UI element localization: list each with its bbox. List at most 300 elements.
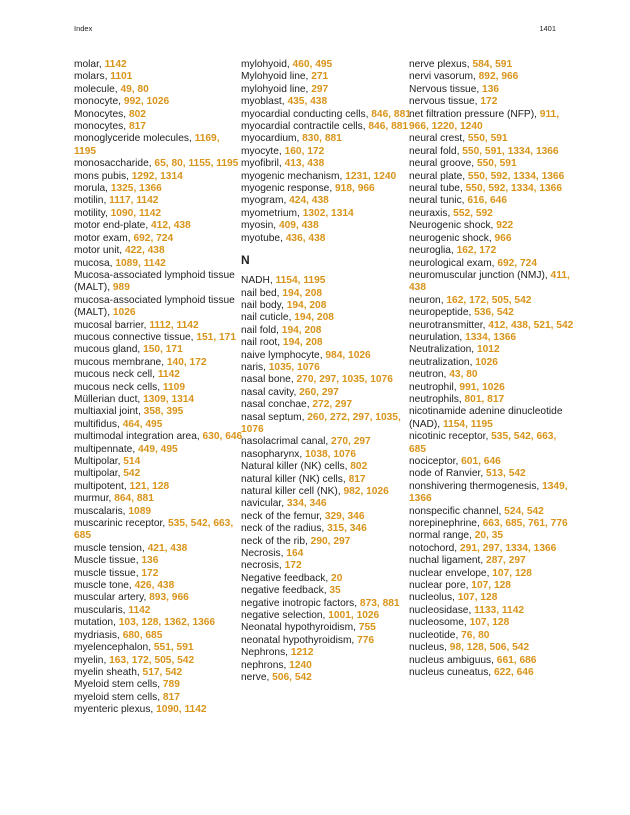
- page-reference-link[interactable]: 881: [324, 133, 342, 145]
- page-reference-link[interactable]: 412: [488, 319, 506, 331]
- page-reference-link[interactable]: 1334: [510, 183, 534, 195]
- page-reference-link[interactable]: 20: [331, 572, 343, 584]
- page-reference-link[interactable]: 35: [491, 530, 504, 542]
- page-reference-link[interactable]: 685: [74, 530, 91, 542]
- page-reference-link[interactable]: 315: [327, 523, 345, 535]
- page-reference-link[interactable]: 592: [475, 207, 493, 219]
- page-reference-link[interactable]: 128: [492, 617, 510, 629]
- page-reference-link[interactable]: 172: [189, 356, 207, 368]
- page-reference-link[interactable]: 80: [466, 369, 478, 381]
- page-reference-link[interactable]: 1240: [460, 121, 483, 133]
- page-reference-link[interactable]: 1309: [143, 393, 166, 405]
- page-reference-link[interactable]: 1142: [128, 604, 151, 616]
- page-reference-separator: ,: [207, 518, 214, 530]
- page-reference-link[interactable]: 686: [519, 654, 537, 666]
- page-reference-link[interactable]: 438: [307, 158, 325, 170]
- page-reference-link[interactable]: 426: [134, 580, 152, 592]
- index-entry: [241, 585, 411, 597]
- page-reference-link[interactable]: 1362: [164, 617, 187, 629]
- index-entry: [74, 382, 244, 394]
- page-reference-link[interactable]: 1035: [341, 374, 365, 386]
- page-reference-link[interactable]: 438: [157, 580, 175, 592]
- page-reference-link[interactable]: 535: [491, 431, 509, 443]
- page-reference-link[interactable]: 438: [147, 245, 165, 257]
- page-reference-link[interactable]: 646: [490, 195, 508, 207]
- page-reference-link[interactable]: 1314: [160, 170, 183, 182]
- page-reference-link[interactable]: 966: [409, 121, 426, 133]
- page-reference-link[interactable]: 409: [278, 220, 296, 232]
- page-reference-link[interactable]: 881: [382, 597, 400, 609]
- page-reference-link[interactable]: 270: [331, 436, 349, 448]
- page-reference-link[interactable]: 663: [482, 518, 500, 530]
- page-reference-link[interactable]: 260: [307, 411, 325, 423]
- page-reference-link[interactable]: 438: [510, 319, 528, 331]
- page-reference-link[interactable]: 692: [133, 232, 151, 244]
- page-reference-link[interactable]: 680: [122, 629, 140, 641]
- page-reference-link[interactable]: 260: [299, 386, 317, 398]
- page-reference-link[interactable]: 438: [311, 195, 329, 207]
- page-reference-link[interactable]: 172: [141, 567, 159, 579]
- page-reference-link[interactable]: 1366: [533, 542, 557, 554]
- page-reference-link[interactable]: 966: [171, 592, 189, 604]
- page-reference-link[interactable]: 1195: [216, 158, 239, 170]
- page-reference-link[interactable]: 542: [508, 468, 526, 480]
- index-term: mucous gland,: [74, 344, 144, 356]
- page-reference-link[interactable]: 989: [112, 282, 130, 294]
- page-reference-link[interactable]: 542: [496, 307, 514, 319]
- page-reference-link[interactable]: 1366: [409, 493, 432, 505]
- page-reference-link[interactable]: 49: [120, 83, 132, 95]
- page-reference-link[interactable]: 194: [286, 299, 304, 311]
- page-reference-link[interactable]: 506: [272, 672, 290, 684]
- page-reference-link[interactable]: 128: [466, 642, 484, 654]
- page-reference-link[interactable]: 438: [170, 542, 188, 554]
- page-reference-link[interactable]: 591: [499, 158, 517, 170]
- page-reference-link[interactable]: 524: [504, 505, 522, 517]
- page-reference-link[interactable]: 1076: [241, 423, 264, 435]
- page-reference-link[interactable]: 438: [409, 282, 426, 294]
- page-reference-link[interactable]: 1195: [303, 275, 326, 287]
- page-reference-link[interactable]: 43: [449, 369, 461, 381]
- page-reference-link[interactable]: 685: [409, 443, 426, 455]
- page-reference-link[interactable]: 646: [516, 666, 534, 678]
- page-reference-link[interactable]: 272: [312, 399, 330, 411]
- page-reference-link[interactable]: 1142: [176, 319, 199, 331]
- page-reference-separator: ,: [183, 356, 190, 368]
- page-reference-link[interactable]: 495: [160, 443, 178, 455]
- page-reference-link[interactable]: 270: [296, 374, 314, 386]
- page-reference-link[interactable]: 846: [368, 121, 386, 133]
- page-reference-link[interactable]: 521: [533, 319, 551, 331]
- page-reference-link[interactable]: 911: [539, 108, 557, 120]
- page-reference-link[interactable]: 724: [156, 232, 174, 244]
- page-reference-link[interactable]: 297: [508, 555, 526, 567]
- page-reference-link[interactable]: 287: [486, 555, 504, 567]
- page-reference-link[interactable]: 1366: [192, 617, 216, 629]
- page-reference-link[interactable]: 395: [166, 406, 184, 418]
- page-reference-link[interactable]: 1334: [465, 331, 488, 343]
- page-reference-link[interactable]: 1133: [474, 604, 497, 616]
- page-reference-link[interactable]: 984: [325, 349, 343, 361]
- page-reference-link[interactable]: 542: [514, 294, 532, 306]
- page-reference-link[interactable]: 550: [462, 145, 480, 157]
- page-reference-link[interactable]: 1026: [348, 349, 371, 361]
- page-reference-link[interactable]: 1292: [131, 170, 155, 182]
- page-reference-link[interactable]: 622: [493, 666, 511, 678]
- page-reference-link[interactable]: 1012: [476, 344, 500, 356]
- page-reference-link[interactable]: 80: [478, 629, 490, 641]
- page-reference-link[interactable]: 755: [358, 622, 376, 634]
- page-reference-link[interactable]: 411: [550, 269, 567, 281]
- page-reference-link[interactable]: 1195: [74, 145, 97, 157]
- page-reference-link[interactable]: 663: [213, 518, 231, 530]
- page-reference-link[interactable]: 208: [305, 337, 323, 349]
- page-reference-link[interactable]: 513: [486, 468, 504, 480]
- index-term: mucosal barrier,: [74, 319, 150, 331]
- page-reference-link[interactable]: 438: [301, 220, 319, 232]
- index-entry: [74, 344, 244, 356]
- page-reference-link[interactable]: 297: [352, 411, 370, 423]
- page-reference-link[interactable]: 103: [118, 617, 136, 629]
- page-reference-link[interactable]: 1026: [366, 486, 389, 497]
- page-reference-link[interactable]: 982: [343, 486, 361, 497]
- page-reference-link[interactable]: 550: [467, 133, 485, 145]
- page-reference-link[interactable]: 881: [393, 108, 411, 120]
- page-reference-link[interactable]: 542: [294, 672, 312, 684]
- page-reference-link[interactable]: 65: [154, 158, 166, 170]
- page-reference-link[interactable]: 128: [152, 480, 170, 492]
- page-reference-link[interactable]: 661: [496, 654, 514, 666]
- index-term: Nephrons,: [241, 647, 291, 659]
- page-reference-link[interactable]: 685: [505, 518, 523, 530]
- page-reference-link[interactable]: 584: [472, 59, 490, 70]
- page-reference-link[interactable]: 724: [520, 257, 538, 269]
- page-reference-link[interactable]: 271: [311, 71, 329, 83]
- page-reference-link[interactable]: 1142: [136, 195, 159, 207]
- page-reference-link[interactable]: 1142: [157, 369, 180, 381]
- page-reference-link[interactable]: 435: [287, 96, 305, 108]
- page-reference-link[interactable]: 542: [512, 642, 530, 654]
- page-reference-link[interactable]: 761: [527, 518, 545, 530]
- page-reference-link[interactable]: 1240: [289, 659, 312, 671]
- page-reference-link[interactable]: 1035: [375, 411, 398, 423]
- page-reference-separator: ,: [151, 580, 158, 592]
- page-reference-link[interactable]: 208: [304, 324, 322, 336]
- page-reference-link[interactable]: 592: [490, 170, 508, 182]
- page-reference-link[interactable]: 1038: [305, 448, 328, 460]
- page-reference-link[interactable]: 162: [446, 294, 464, 306]
- page-reference-link[interactable]: 1109: [162, 381, 186, 393]
- page-reference-link[interactable]: 1155: [188, 158, 211, 170]
- index-term: neurogenic shock,: [409, 232, 495, 244]
- page-reference-link[interactable]: 424: [289, 195, 307, 207]
- page-reference-link[interactable]: 817: [487, 393, 505, 405]
- page-reference-link[interactable]: 464: [122, 418, 140, 430]
- page-reference-link[interactable]: 163: [109, 654, 127, 666]
- page-reference-link[interactable]: 646: [225, 431, 243, 443]
- page-reference-link[interactable]: 128: [514, 567, 532, 579]
- page-reference-link[interactable]: 436: [285, 232, 303, 244]
- page-reference-link[interactable]: 162: [456, 245, 474, 257]
- page-reference-link[interactable]: 646: [483, 456, 501, 467]
- page-reference-link[interactable]: 172: [469, 294, 487, 306]
- page-reference-link[interactable]: 892: [478, 71, 496, 83]
- page-reference-link[interactable]: 591: [495, 59, 513, 70]
- page-reference-link[interactable]: 107: [469, 617, 487, 629]
- page-reference-link[interactable]: 297: [321, 386, 339, 398]
- page-reference-link[interactable]: 1169: [194, 133, 217, 145]
- page-reference-link[interactable]: 685: [145, 629, 163, 641]
- page-reference-link[interactable]: 160: [284, 145, 302, 157]
- page-reference-link[interactable]: 1366: [139, 183, 162, 195]
- page-reference-link[interactable]: 438: [308, 232, 326, 244]
- page-reference-link[interactable]: 1349: [542, 480, 565, 492]
- page-reference-link[interactable]: 128: [480, 592, 498, 604]
- page-reference-link[interactable]: 1334: [513, 170, 536, 182]
- page-reference-link[interactable]: 991: [459, 381, 477, 393]
- page-reference-link[interactable]: 76: [461, 629, 473, 641]
- index-entry: [74, 320, 244, 332]
- page-reference-link[interactable]: 864: [114, 493, 132, 505]
- page-reference-link[interactable]: 517: [142, 666, 160, 678]
- page-reference-link[interactable]: 1089: [115, 257, 139, 269]
- page-reference-link[interactable]: 272: [329, 411, 347, 423]
- page-reference-link[interactable]: 438: [310, 96, 328, 108]
- page-reference-link[interactable]: 542: [165, 666, 183, 678]
- page-reference-link[interactable]: 194: [294, 312, 312, 324]
- page-reference-link[interactable]: 846: [371, 108, 389, 120]
- page-reference-link[interactable]: 692: [497, 257, 515, 269]
- page-reference-link[interactable]: 776: [550, 518, 568, 530]
- index-entry: [241, 374, 411, 386]
- page-reference-link[interactable]: 535: [168, 518, 185, 530]
- page-reference-link[interactable]: 495: [315, 59, 333, 70]
- page-reference-link[interactable]: 460: [292, 59, 310, 70]
- page-reference-link[interactable]: 830: [302, 133, 320, 145]
- page-reference-link[interactable]: 1220: [431, 121, 455, 133]
- page-reference-link[interactable]: 172: [307, 145, 325, 157]
- page-reference-link[interactable]: 1090: [156, 704, 179, 716]
- page-reference-link[interactable]: 1314: [171, 393, 195, 405]
- page-reference-link[interactable]: 1366: [493, 331, 517, 343]
- page-reference-link[interactable]: 591: [484, 145, 502, 157]
- page-reference-link[interactable]: 616: [467, 195, 485, 207]
- page-reference-link[interactable]: 172: [131, 654, 149, 666]
- page-reference-link[interactable]: 35: [329, 585, 341, 597]
- page-reference-link[interactable]: 136: [482, 83, 500, 95]
- page-reference-link[interactable]: 329: [324, 510, 342, 522]
- page-reference-link[interactable]: 1117: [109, 195, 131, 207]
- page-reference-link[interactable]: 881: [136, 493, 154, 505]
- page-reference-link[interactable]: 542: [190, 518, 208, 530]
- page-reference-link[interactable]: 150: [143, 344, 161, 356]
- page-reference-link[interactable]: 1026: [146, 96, 170, 108]
- page-reference-separator: ,: [329, 399, 336, 411]
- page-reference-link[interactable]: 542: [177, 654, 195, 666]
- page-reference-link[interactable]: 20: [474, 530, 487, 542]
- page-reference-link[interactable]: 136: [141, 555, 159, 567]
- page-reference-link[interactable]: 591: [176, 642, 194, 654]
- page-reference-link[interactable]: 412: [151, 220, 169, 232]
- page-reference-separator: ,: [182, 158, 189, 170]
- page-reference-link[interactable]: 873: [359, 597, 377, 609]
- page-reference-link[interactable]: 495: [145, 418, 163, 430]
- page-reference-link[interactable]: 128: [493, 580, 511, 592]
- page-reference-link[interactable]: 992: [123, 96, 141, 108]
- page-reference-link[interactable]: 1142: [143, 257, 166, 269]
- page-reference-link[interactable]: 346: [349, 523, 367, 535]
- page-reference-link[interactable]: 1076: [297, 361, 320, 373]
- page-reference-link[interactable]: 290: [310, 535, 328, 547]
- page-reference-link[interactable]: 80: [171, 158, 183, 170]
- index-term: necrosis,: [241, 560, 285, 572]
- page-reference-link[interactable]: 172: [479, 245, 497, 257]
- page-reference-link[interactable]: 194: [282, 287, 300, 299]
- page-reference-link[interactable]: 1112: [149, 319, 171, 331]
- page-reference-link[interactable]: 164: [286, 548, 304, 560]
- page-reference-link[interactable]: 801: [464, 393, 482, 405]
- page-reference-link[interactable]: 1089: [128, 505, 152, 517]
- index-entry: [74, 96, 244, 108]
- page-reference-link[interactable]: 966: [501, 71, 519, 83]
- page-reference-link[interactable]: 817: [348, 473, 366, 485]
- page-reference-link[interactable]: 107: [457, 592, 475, 604]
- page-reference-link[interactable]: 358: [143, 406, 161, 418]
- page-reference-link[interactable]: 1142: [184, 704, 207, 716]
- page-reference-link[interactable]: 151: [196, 331, 214, 343]
- page-reference-link[interactable]: 449: [138, 443, 155, 455]
- page-reference-link[interactable]: 966: [494, 232, 512, 244]
- page-reference-link[interactable]: 121: [129, 480, 147, 492]
- page-reference-link[interactable]: 1334: [507, 145, 531, 157]
- page-reference-link[interactable]: 1366: [541, 170, 565, 182]
- page-reference-link[interactable]: 505: [491, 294, 509, 306]
- page-reference-link[interactable]: 1001: [328, 610, 351, 622]
- page-reference-link[interactable]: 128: [141, 617, 159, 629]
- page-reference-link[interactable]: 346: [347, 510, 365, 522]
- page-reference-link[interactable]: 893: [149, 592, 167, 604]
- page-reference-link[interactable]: 297: [311, 83, 329, 95]
- page-reference-link[interactable]: 297: [335, 399, 353, 411]
- page-reference-link[interactable]: 1231: [345, 170, 368, 182]
- page-reference-link[interactable]: 172: [480, 96, 498, 108]
- page-reference-link[interactable]: 1090: [110, 207, 134, 219]
- page-reference-link[interactable]: 1154: [275, 275, 298, 287]
- page-reference-link[interactable]: 1026: [356, 610, 380, 622]
- page-reference-link[interactable]: 1334: [505, 542, 528, 554]
- page-reference-link[interactable]: 208: [316, 312, 334, 324]
- page-reference-link[interactable]: 1366: [539, 183, 562, 195]
- page-reference-link[interactable]: 1154: [442, 418, 466, 430]
- page-reference-link[interactable]: 542: [513, 431, 531, 443]
- page-reference-link[interactable]: 422: [124, 245, 142, 257]
- page-reference-link[interactable]: 663: [536, 431, 554, 443]
- page-reference-link[interactable]: 630: [202, 431, 220, 443]
- page-reference-link[interactable]: 550: [467, 170, 485, 182]
- page-reference-link[interactable]: 107: [492, 567, 510, 579]
- page-reference-link[interactable]: 542: [526, 505, 544, 517]
- page-reference-link[interactable]: 1212: [290, 647, 314, 659]
- page-reference-link[interactable]: 550: [465, 183, 483, 195]
- page-reference-link[interactable]: 107: [471, 580, 489, 592]
- page-reference-link[interactable]: 591: [490, 133, 508, 145]
- page-reference-link[interactable]: 1142: [138, 207, 162, 219]
- page-reference-link[interactable]: 346: [309, 498, 327, 510]
- page-reference-link[interactable]: 922: [496, 220, 514, 232]
- page-reference-link[interactable]: 817: [162, 691, 180, 703]
- page-reference-link[interactable]: 802: [128, 108, 146, 120]
- page-reference-link[interactable]: 438: [173, 220, 191, 232]
- page-reference-link[interactable]: 413: [284, 158, 302, 170]
- page-reference-link[interactable]: 1076: [333, 448, 357, 460]
- page-reference-link[interactable]: 297: [319, 374, 337, 386]
- page-reference-link[interactable]: 881: [391, 121, 409, 133]
- page-reference-link[interactable]: 1314: [331, 207, 354, 219]
- page-reference-link[interactable]: 802: [350, 461, 368, 473]
- page-reference-link[interactable]: 1076: [370, 374, 393, 386]
- page-reference-link[interactable]: 1142: [501, 604, 525, 616]
- page-reference-link[interactable]: 1026: [482, 381, 505, 393]
- page-reference-link[interactable]: 208: [305, 287, 323, 299]
- page-reference-separator: ,: [530, 145, 536, 157]
- page-reference-link[interactable]: 1101: [110, 71, 133, 83]
- page-reference-link[interactable]: 789: [162, 679, 180, 691]
- page-reference-link[interactable]: 140: [166, 356, 184, 368]
- page-reference-link[interactable]: 542: [556, 319, 574, 331]
- page-reference-link[interactable]: 1195: [470, 418, 493, 430]
- index-entry: [74, 71, 244, 83]
- page-reference-link[interactable]: 601: [461, 456, 479, 467]
- page-reference-link[interactable]: 552: [453, 207, 471, 219]
- page-reference-link[interactable]: 550: [476, 158, 494, 170]
- page-reference-link[interactable]: 291: [459, 542, 477, 554]
- page-reference-link[interactable]: 536: [474, 307, 492, 319]
- page-reference-link[interactable]: 506: [489, 642, 507, 654]
- page-reference-link[interactable]: 297: [353, 436, 371, 448]
- page-reference-link[interactable]: 1035: [268, 361, 292, 373]
- page-reference-separator: ,: [514, 257, 521, 269]
- page-reference-link[interactable]: 297: [333, 535, 351, 547]
- page-reference-link[interactable]: 966: [357, 183, 375, 195]
- page-reference-link[interactable]: 171: [218, 331, 236, 343]
- page-reference-link[interactable]: 776: [357, 634, 375, 646]
- page-reference-link[interactable]: 1026: [475, 356, 498, 368]
- page-reference-link[interactable]: 208: [309, 299, 327, 311]
- page-reference-link[interactable]: 80: [137, 83, 149, 95]
- page-reference-link[interactable]: 334: [286, 498, 304, 510]
- page-reference-link[interactable]: 592: [488, 183, 506, 195]
- page-reference-link[interactable]: 542: [123, 468, 141, 480]
- page-reference-link[interactable]: 1366: [535, 145, 559, 157]
- page-reference-link[interactable]: 171: [165, 344, 183, 356]
- page-reference-link[interactable]: 172: [284, 560, 302, 572]
- page-reference-link[interactable]: 505: [154, 654, 172, 666]
- page-reference-link[interactable]: 514: [123, 456, 141, 467]
- page-reference-link[interactable]: 1026: [112, 307, 136, 319]
- page-reference-link[interactable]: 817: [128, 121, 146, 133]
- page-reference-link[interactable]: 194: [281, 324, 299, 336]
- page-reference-link[interactable]: 297: [482, 542, 500, 554]
- page-reference-link[interactable]: 1240: [373, 170, 397, 182]
- page-reference-link[interactable]: 421: [147, 542, 165, 554]
- page-reference-link[interactable]: 551: [153, 642, 171, 654]
- page-reference-link[interactable]: 98: [449, 642, 462, 654]
- page-reference-link[interactable]: 1325: [110, 183, 134, 195]
- page-reference-link[interactable]: 194: [282, 337, 300, 349]
- page-reference-link[interactable]: 1142: [104, 59, 127, 70]
- page-reference-link[interactable]: 1302: [302, 207, 326, 219]
- page-reference-link[interactable]: 918: [335, 183, 353, 195]
